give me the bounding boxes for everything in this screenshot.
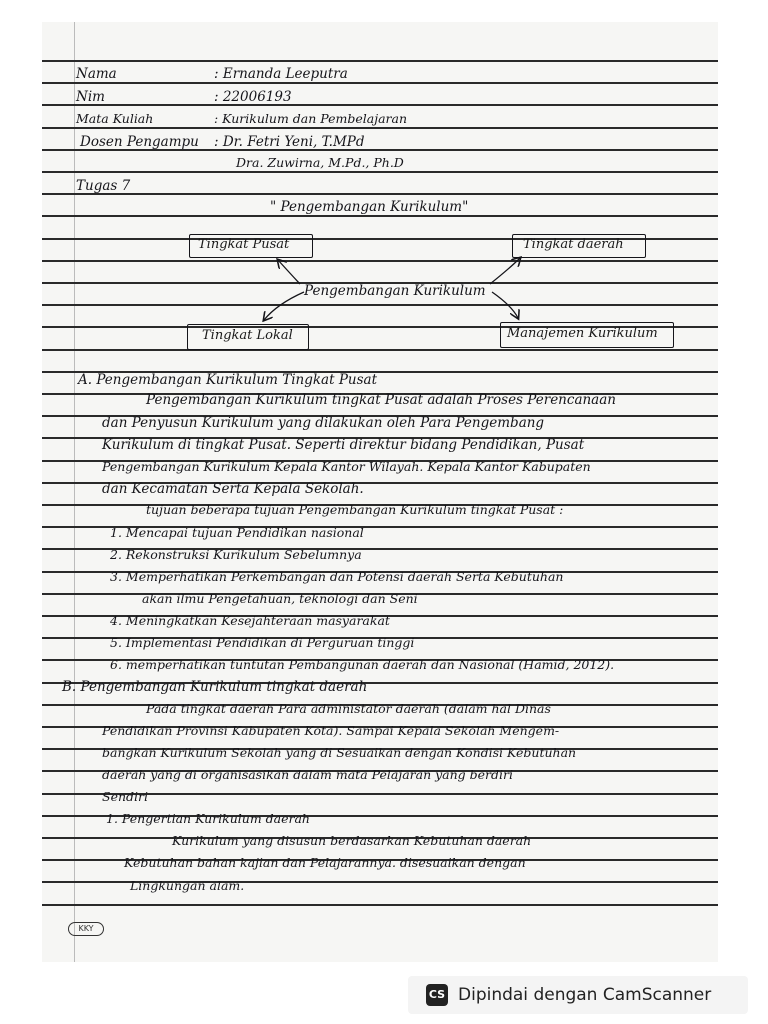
diagram-center: Pengembangan Kurikulum [304, 283, 486, 299]
ruled-line [42, 904, 718, 906]
section-b-para-4: daerah yang di organisasikan dalam mata Pelajaran yang berdiri [102, 767, 513, 782]
section-a-item-4: 4. Meningkatkan Kesejahteraan masyarakat [110, 613, 390, 628]
section-a-para-2: dan Penyusun Kurikulum yang dilakukan oleh Para Pengembang [102, 415, 545, 431]
section-a-item-3: 3. Memperhatikan Perkembangan dan Potensi daerah Serta Kebutuhan [110, 569, 564, 584]
section-b-sub-para-1: Kurikulum yang disusun berdasarkan Kebutuhan daerah [172, 833, 532, 848]
section-b-sub-para-2: Kebutuhan bahan kajian dan Pelajarannya. disesuaikan dengan [124, 855, 526, 870]
label-nim: Nim [76, 89, 105, 105]
section-a-para-4: Pengembangan Kurikulum Kepala Kantor Wilayah. Kepala Kantor Kabupaten [102, 459, 591, 474]
section-a-item-2: 2. Rekonstruksi Kurikulum Sebelumnya [110, 547, 362, 562]
notebook-page [42, 22, 718, 962]
node-tingkat-daerah-label: Tingkat daerah [523, 237, 624, 252]
value-dosen-1: : Dr. Fetri Yeni, T.MPd [214, 134, 365, 150]
section-a-intro: tujuan beberapa tujuan Pengembangan Kurikulum tingkat Pusat : [146, 502, 564, 517]
task-label: Tugas 7 [76, 178, 131, 194]
section-b-para-2: Pendidikan Provinsi Kabupaten Kota). Sampai Kepala Sekolah Mengem- [102, 723, 560, 738]
node-tingkat-pusat-label: Tingkat Pusat [198, 237, 290, 252]
arrow-to-manajemen [492, 292, 518, 318]
section-a-para-5: dan Kecamatan Serta Kepala Sekolah. [102, 481, 364, 497]
section-a-item-5: 5. Implementasi Pendidikan di Perguruan tinggi [110, 635, 415, 650]
section-b-para-3: bangkan Kurikulum Sekolah yang di Sesuaikan dengan Kondisi Kebutuhan [102, 745, 577, 760]
label-dosen: Dosen Pengampu [80, 134, 199, 150]
label-nama: Nama [76, 66, 117, 82]
node-tingkat-lokal-label: Tingkat Lokal [202, 328, 293, 343]
label-matkul: Mata Kuliah [76, 111, 154, 126]
arrow-to-pusat [278, 260, 300, 284]
section-a-item-1: 1. Mencapai tujuan Pendidikan nasional [110, 525, 364, 540]
camscanner-text: Dipindai dengan CamScanner [458, 985, 712, 1005]
arrow-to-daerah [490, 258, 520, 284]
value-dosen-2: Dra. Zuwirna, M.Pd., Ph.D [236, 155, 404, 170]
value-nama: : Ernanda Leeputra [214, 66, 348, 82]
section-a-item-6: 6. memperhatikan tuntutan Pembangunan daerah dan Nasional (Hamid, 2012). [110, 657, 615, 672]
section-b-para-1: Pada tingkat daerah Para administator daerah (dalam hal Dinas [146, 701, 551, 716]
section-b-sub-heading: 1. Pengertian Kurikulum daerah [106, 811, 310, 826]
section-b-sub-para-3: Lingkungan alam. [130, 878, 245, 893]
node-manajemen-kurikulum-label: Manajemen Kurikulum [507, 326, 658, 341]
section-a-para-3: Kurikulum di tingkat Pusat. Seperti direktur bidang Pendidikan, Pusat [102, 437, 585, 453]
value-nim: : 22006193 [214, 89, 292, 105]
camscanner-logo-icon: CS [426, 984, 448, 1006]
brand-stamp: KKY [68, 922, 104, 936]
value-matkul: : Kurikulum dan Pembelajaran [214, 111, 408, 126]
section-a-heading: A. Pengembangan Kurikulum Tingkat Pusat [78, 372, 378, 388]
section-b-para-5: Sendiri [102, 789, 148, 804]
section-b-heading: B. Pengembangan Kurikulum tingkat daerah [62, 679, 368, 695]
arrow-to-lokal [264, 292, 304, 320]
camscanner-watermark [408, 976, 748, 1014]
diagram-arrows [42, 22, 718, 362]
diagram-title: " Pengembangan Kurikulum" [270, 199, 469, 215]
section-a-item-3-cont: akan ilmu Pengetahuan, teknologi dan Seni [142, 591, 418, 606]
section-a-para-1: Pengembangan Kurikulum tingkat Pusat adalah Proses Perencanaan [146, 392, 616, 408]
